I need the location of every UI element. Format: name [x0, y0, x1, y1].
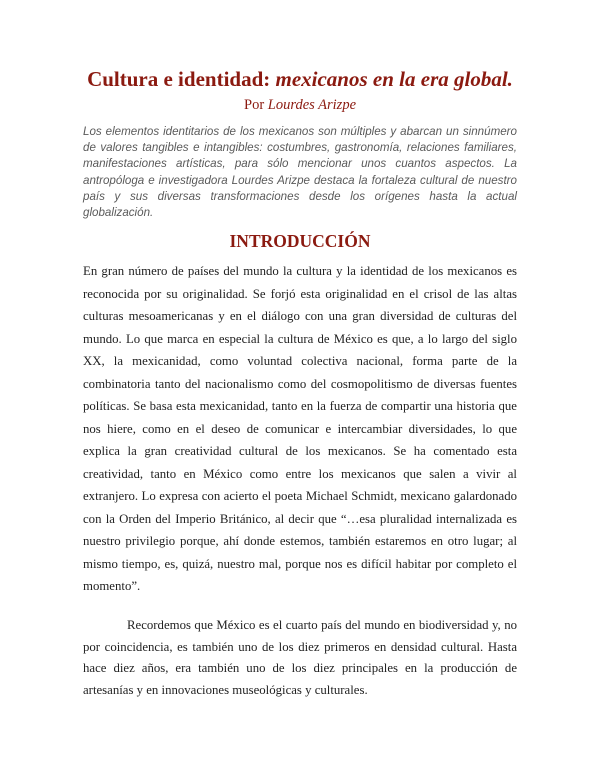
title-main: Cultura e identidad: [87, 67, 276, 91]
body-paragraph: Recordemos que México es el cuarto país del mundo en biodiversidad y, no por coincidencia, es también uno de los diez primeros en densidad cultural. Hasta hace diez años, era también uno de los diez principales en la producción de artesanías y en innovaciones museológicas y culturales. [83, 618, 517, 697]
abstract: Los elementos identitarios de los mexicanos son múltiples y abarcan un sinnúmero de valores tangibles e intangibles: costumbres, gastronomía, relaciones familiares, manifestaciones artísticas, para sólo mencionar unos cuantos aspectos. La antropóloga e investigadora Lourdes Arizpe destaca la fortaleza cultural de nuestro país y sus diversas transformaciones desde los orígenes hasta la actual globalización. [83, 125, 517, 220]
document-title [0, 66, 600, 92]
body-paragraph: En gran número de países del mundo la cultura y la identidad de los mexicanos es reconocida por su originalidad. Se forjó esta originalidad en el crisol de las altas culturas mesoamericanas y en el diálogo con una gran diversidad de culturas del mundo. Lo que marca en especial la cultura de México es que, a lo largo del siglo XX, la mexicanidad, como voluntad colectiva nacional, forma parte de la combinatoria tanto del nacionalismo como del cosmopolitismo de diversas fuentes políticas. Se basa esta mexicanidad, tanto en la fuerza de compartir una historia que nos hiere, como en el deseo de comunicar e intercambiar diversidades, lo que explica la gran creatividad cultural de los mexicanos. Se ha comentado esta creatividad, tanto en México como entre los mexicanos que salen a vivir al extranjero. Lo expresa con acierto el poeta Michael Schmidt, mexicano galardonado con la Orden del Imperio Británico, al decir que “…esa pluralidad internalizada es nuestro privilegio porque, ahí donde estemos, también estaremos en otro lugar; al mismo tiempo, es, quizá, nuestro mal, porque nos es difícil habitar por completo el momento”. [83, 264, 517, 593]
section-heading: INTRODUCCIÓN [229, 231, 371, 251]
byline [0, 96, 600, 114]
byline-prefix: Por [244, 97, 268, 113]
title-italic: mexicanos en la era global. [275, 67, 513, 91]
byline-author: Lourdes Arizpe [267, 97, 356, 113]
